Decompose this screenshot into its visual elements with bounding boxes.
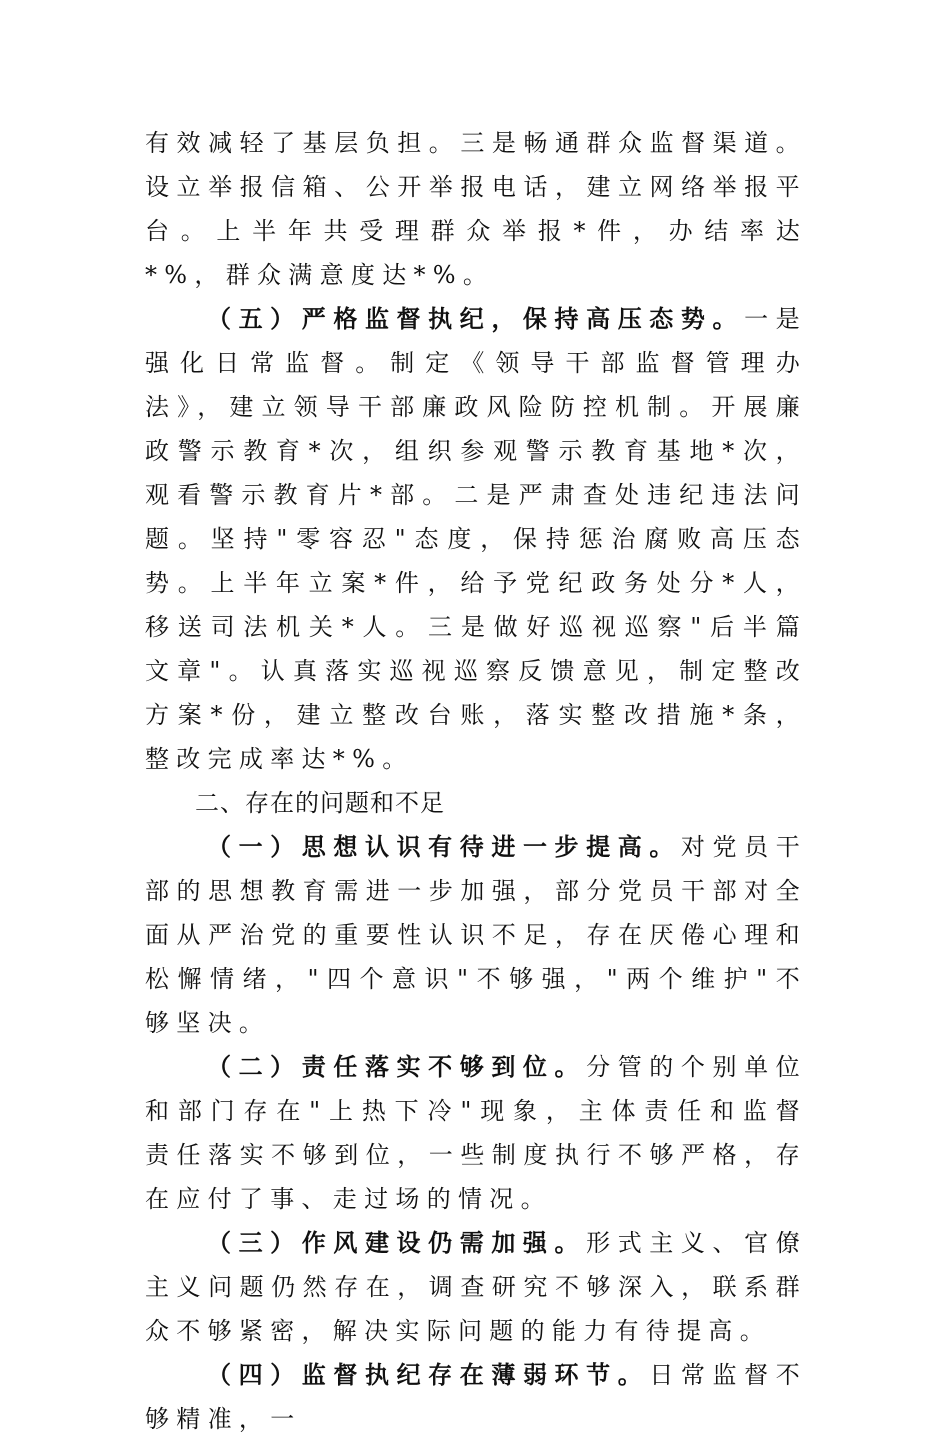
paragraph-work-style xyxy=(145,1221,807,1353)
paragraph-text: 分管的个别单位和部门存在"上热下冷"现象，主体责任和监督责任落实不够到位，一些制度执行不够严格，存在应付了事、走过场的情况。 xyxy=(145,1053,807,1213)
paragraph-text: 对党员干部的思想教育需进一步加强，部分党员干部对全面从严治党的重要性认识不足，存在厌倦心理和松懈情绪，"四个意识"不够强，"两个维护"不够坚决。 xyxy=(145,833,808,1037)
document-page xyxy=(145,121,807,1441)
paragraph-lead-heading: （二）责任落实不够到位。 xyxy=(207,1052,587,1081)
paragraph-supervision-weakness xyxy=(145,1353,807,1441)
paragraph-text: 日常监督不够精准，一 xyxy=(145,1361,808,1433)
paragraph-lead-heading: （一）思想认识有待进一步提高。 xyxy=(207,832,681,861)
paragraph-text: 一是强化日常监督。制定《领导干部监督管理办法》，建立领导干部廉政风险防控机制。开展廉政警示教育*次，组织参观警示教育基地*次，观看警示教育片*部。二是严肃查处违纪违法问题。坚持"零容忍"态度，保持惩治腐败高压态势。上半年立案*件，给予党纪政务处分*人，移送司法机关*人。三是做好巡视巡察"后半篇文章"。认真落实巡视巡察反馈意见，制定整改方案*份，建立整改台账，落实整改措施*条，整改完成率达*%。 xyxy=(145,305,807,773)
paragraph-ideological-awareness xyxy=(145,825,807,1045)
paragraph-text: 形式主义、官僚主义问题仍然存在，调查研究不够深入，联系群众不够紧密，解决实际问题的能力有待提高。 xyxy=(145,1229,807,1345)
paragraph-lead-heading: （四）监督执纪存在薄弱环节。 xyxy=(207,1360,650,1389)
paragraph-strict-discipline xyxy=(145,297,807,781)
paragraph-lead-heading: （三）作风建设仍需加强。 xyxy=(207,1228,587,1257)
paragraph-continued-supervision-channels xyxy=(145,121,807,297)
section-heading-problems: 二、存在的问题和不足 xyxy=(195,789,445,817)
paragraph-lead-heading: （五）严格监督执纪，保持高压态势。 xyxy=(207,304,745,333)
paragraph-responsibility xyxy=(145,1045,807,1221)
paragraph-text: 有效减轻了基层负担。三是畅通群众监督渠道。设立举报信箱、公开举报电话，建立网络举报平台。上半年共受理群众举报*件，办结率达*%，群众满意度达*%。 xyxy=(145,129,807,289)
